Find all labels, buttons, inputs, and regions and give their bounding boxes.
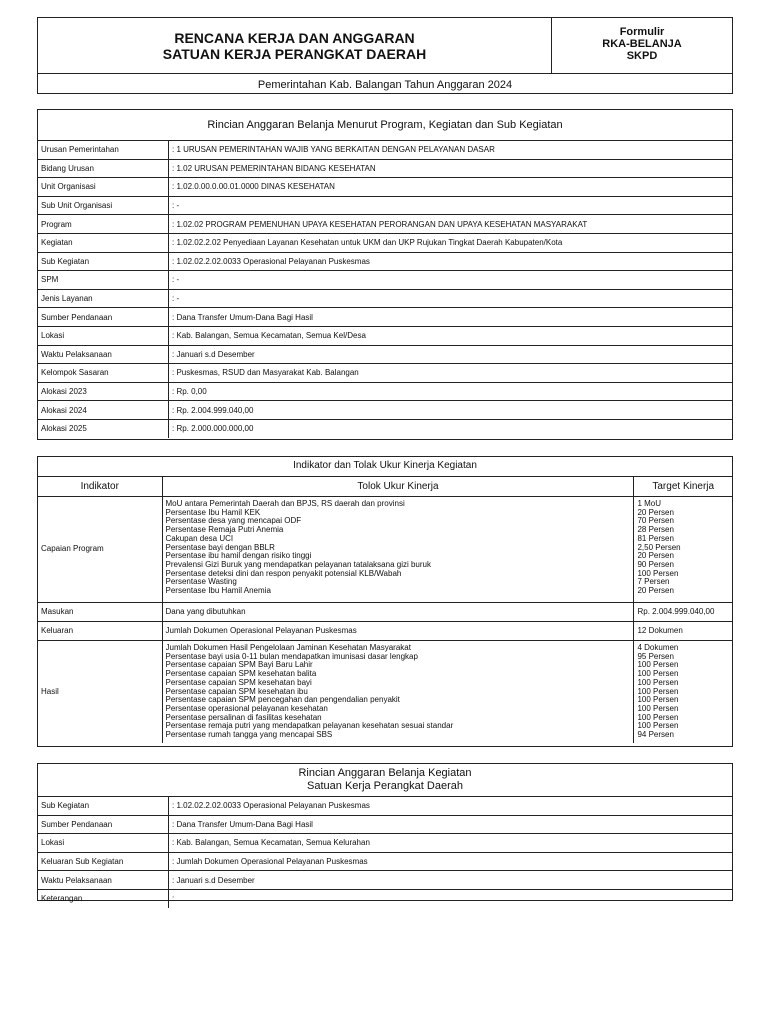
- form-code-line: RKA-BELANJA: [602, 38, 682, 50]
- indikator-section: [37, 456, 733, 747]
- document-header: [37, 17, 733, 94]
- form-code: [552, 18, 732, 73]
- row-label: Program: [38, 215, 169, 234]
- table-row: [38, 233, 732, 252]
- list-item: 100 Persen: [637, 678, 679, 687]
- list-item: 2,50 Persen: [637, 543, 681, 552]
- list-item: 20 Persen: [637, 587, 674, 596]
- section-title: Indikator dan Tolak Ukur Kinerja Kegiatan: [38, 457, 732, 477]
- table-row: [38, 382, 732, 401]
- list-item: Persentase capaian SPM pencegahan dan pengendalian penyakit: [165, 696, 400, 705]
- rincian-kegiatan-section: [37, 763, 733, 904]
- rincian-table: [38, 141, 732, 438]
- list-item: 28 Persen: [637, 526, 674, 535]
- list-item: Persentase desa yang mencapai ODF: [165, 517, 302, 526]
- column-header-target: Target Kinerja: [634, 477, 732, 497]
- table-row: [38, 141, 732, 159]
- list-item: MoU antara Pemerintah Daerah dan BPJS, RS daerah dan provinsi: [165, 500, 405, 508]
- table-row: [38, 215, 732, 234]
- tolok-ukur-list: [162, 641, 634, 743]
- row-value: : Rp. 2.004.999.040,00: [169, 401, 733, 420]
- section-title: Rincian Anggaran Belanja Menurut Program, Kegiatan dan Sub Kegiatan: [38, 110, 732, 141]
- row-value: : Jumlah Dokumen Operasional Pelayanan Puskesmas: [169, 852, 733, 871]
- rincian-kegiatan-table: [38, 797, 732, 908]
- row-label: Sumber Pendanaan: [38, 308, 169, 327]
- table-row: [38, 326, 732, 345]
- column-header-indikator: Indikator: [38, 477, 162, 497]
- row-value: : Kab. Balangan, Semua Kecamatan, Semua Kelurahan: [169, 834, 733, 853]
- row-label: Waktu Pelaksanaan: [38, 345, 169, 364]
- list-item: Persentase capaian SPM kesehatan balita: [165, 670, 317, 679]
- table-row: [38, 889, 732, 907]
- list-item: 20 Persen: [637, 508, 674, 517]
- target-value: Rp. 2.004.999.040,00: [634, 603, 732, 622]
- table-row: [38, 178, 732, 197]
- table-row: [38, 159, 732, 178]
- row-label: Sub Unit Organisasi: [38, 196, 169, 215]
- table-row: [38, 345, 732, 364]
- list-item: 100 Persen: [637, 696, 679, 705]
- row-label: Jenis Layanan: [38, 289, 169, 308]
- list-item: 95 Persen: [637, 652, 674, 661]
- row-label: Unit Organisasi: [38, 178, 169, 197]
- column-header-tolok-ukur: Tolok Ukur Kinerja: [162, 477, 634, 497]
- form-unit: SKPD: [626, 50, 658, 62]
- title-line-1: RENCANA KERJA DAN ANGGARAN: [174, 29, 415, 46]
- row-value: : 1.02.0.00.0.00.01.0000 DINAS KESEHATAN: [169, 178, 733, 197]
- tolok-ukur-value: Dana yang dibutuhkan: [162, 603, 634, 622]
- row-label: Alokasi 2024: [38, 401, 169, 420]
- section-title-line-1: Rincian Anggaran Belanja Kegiatan: [298, 767, 472, 779]
- table-row: [38, 641, 732, 743]
- row-label: Alokasi 2023: [38, 382, 169, 401]
- list-item: Persentase remaja putri yang mendapatkan pelayanan kesehatan sesuai standar: [165, 722, 454, 731]
- table-row: [38, 419, 732, 437]
- indikator-label: Keluaran: [38, 622, 162, 641]
- row-value: : 1.02.02 PROGRAM PEMENUHAN UPAYA KESEHATAN PERORANGAN DAN UPAYA KESEHATAN MASYARAKAT: [169, 215, 733, 234]
- list-item: 81 Persen: [637, 534, 674, 543]
- row-label: SPM: [38, 271, 169, 290]
- table-row: [38, 834, 732, 853]
- title-line-2: SATUAN KERJA PERANGKAT DAERAH: [162, 45, 427, 62]
- list-item: Persentase Remaja Putri Anemia: [165, 526, 284, 535]
- row-value: : Dana Transfer Umum-Dana Bagi Hasil: [169, 308, 733, 327]
- list-item: Persentase Ibu Hamil Anemia: [165, 587, 271, 596]
- document-subtitle: Pemerintahan Kab. Balangan Tahun Anggaran 2024: [257, 78, 513, 91]
- list-item: 7 Persen: [637, 578, 670, 587]
- table-row: [38, 852, 732, 871]
- row-value: : -: [169, 196, 733, 215]
- target-list: [634, 641, 732, 743]
- section-title-line-2: Satuan Kerja Perangkat Daerah: [307, 780, 463, 792]
- indikator-table: [38, 457, 732, 743]
- table-row: [38, 497, 732, 603]
- row-value: : -: [169, 289, 733, 308]
- indikator-label: Hasil: [38, 641, 162, 743]
- row-value: : Januari s.d Desember: [169, 871, 733, 890]
- list-item: 90 Persen: [637, 560, 674, 569]
- table-row: [38, 289, 732, 308]
- table-row: [38, 871, 732, 890]
- tolok-ukur-value: Jumlah Dokumen Operasional Pelayanan Puskesmas: [162, 622, 634, 641]
- list-item: 100 Persen: [637, 569, 679, 578]
- list-item: 100 Persen: [637, 661, 679, 670]
- row-value: : 1.02.02.2.02.0033 Operasional Pelayanan Puskesmas: [169, 252, 733, 271]
- table-row: [38, 308, 732, 327]
- target-list: [634, 497, 732, 603]
- list-item: 4 Dokumen: [637, 644, 679, 652]
- row-label: Keluaran Sub Kegiatan: [38, 852, 169, 871]
- list-item: Persentase capaian SPM kesehatan bayi: [165, 678, 312, 687]
- row-label: Waktu Pelaksanaan: [38, 871, 169, 890]
- row-label: Lokasi: [38, 834, 169, 853]
- table-row: [38, 815, 732, 834]
- list-item: Jumlah Dokumen Hasil Pengelolaan Jaminan Kesehatan Masyarakat: [165, 644, 411, 652]
- list-item: 100 Persen: [637, 687, 679, 696]
- indikator-label: Masukan: [38, 603, 162, 622]
- list-item: Persentase capaian SPM kesehatan ibu: [165, 687, 308, 696]
- section-title: [38, 764, 732, 797]
- row-value: : 1.02.02.2.02 Penyediaan Layanan Kesehatan untuk UKM dan UKP Rujukan Tingkat Daerah Kabupaten/Kota: [169, 233, 733, 252]
- row-label: Sumber Pendanaan: [38, 815, 169, 834]
- list-item: Persentase rumah tangga yang mencapai SBS: [165, 731, 333, 740]
- list-item: 100 Persen: [637, 722, 679, 731]
- indikator-label: Capaian Program: [38, 497, 162, 603]
- rincian-section: [37, 109, 733, 440]
- table-row: [38, 196, 732, 215]
- list-item: 100 Persen: [637, 704, 679, 713]
- row-value: :: [169, 889, 733, 907]
- list-item: Prevalensi Gizi Buruk yang mendapatkan pelayanan tatalaksana gizi buruk: [165, 560, 431, 569]
- table-row: [38, 271, 732, 290]
- list-item: 100 Persen: [637, 713, 679, 722]
- tolok-ukur-list: [162, 497, 634, 603]
- row-label: Sub Kegiatan: [38, 252, 169, 271]
- row-value: : Kab. Balangan, Semua Kecamatan, Semua Kel/Desa: [169, 326, 733, 345]
- row-value: : Puskesmas, RSUD dan Masyarakat Kab. Balangan: [169, 364, 733, 383]
- list-item: Persentase capaian SPM Bayi Baru Lahir: [165, 661, 313, 670]
- table-row: [38, 364, 732, 383]
- row-value: : Januari s.d Desember: [169, 345, 733, 364]
- list-item: 20 Persen: [637, 552, 674, 561]
- row-label: Kegiatan: [38, 233, 169, 252]
- row-value: : 1 URUSAN PEMERINTAHAN WAJIB YANG BERKAITAN DENGAN PELAYANAN DASAR: [169, 141, 733, 159]
- row-label: Alokasi 2025: [38, 419, 169, 437]
- form-label: Formulir: [619, 26, 665, 38]
- row-label: Keterangan: [38, 889, 169, 907]
- row-value: : Rp. 2.000.000.000,00: [169, 419, 733, 437]
- row-value: : 1.02 URUSAN PEMERINTAHAN BIDANG KESEHATAN: [169, 159, 733, 178]
- table-row: [38, 603, 732, 622]
- list-item: Cakupan desa UCI: [165, 534, 234, 543]
- list-item: Persentase Ibu Hamil KEK: [165, 508, 261, 517]
- list-item: Persentase bayi usia 0-11 bulan mendapatkan imunisasi dasar lengkap: [165, 652, 418, 661]
- target-value: 12 Dokumen: [634, 622, 732, 641]
- row-label: Kelompok Sasaran: [38, 364, 169, 383]
- list-item: 1 MoU: [637, 500, 662, 508]
- row-label: Lokasi: [38, 326, 169, 345]
- row-value: : Dana Transfer Umum-Dana Bagi Hasil: [169, 815, 733, 834]
- list-item: Persentase operasional pelayanan kesehatan: [165, 704, 328, 713]
- table-row: [38, 252, 732, 271]
- row-label: Sub Kegiatan: [38, 797, 169, 815]
- list-item: 100 Persen: [637, 670, 679, 679]
- list-item: Persentase Wasting: [165, 578, 237, 587]
- list-item: 70 Persen: [637, 517, 674, 526]
- document-title: [38, 18, 552, 73]
- list-item: 94 Persen: [637, 731, 674, 740]
- table-row: [38, 622, 732, 641]
- row-label: Urusan Pemerintahan: [38, 141, 169, 159]
- table-row: [38, 797, 732, 815]
- row-value: : -: [169, 271, 733, 290]
- list-item: Persentase bayi dengan BBLR: [165, 543, 275, 552]
- list-item: Persentase deteksi dini dan respon penyakit potensial KLB/Wabah: [165, 569, 402, 578]
- list-item: Persentase persalinan di fasilitas kesehatan: [165, 713, 322, 722]
- row-label: Bidang Urusan: [38, 159, 169, 178]
- row-value: : Rp. 0,00: [169, 382, 733, 401]
- table-row: [38, 401, 732, 420]
- list-item: Persentase ibu hamil dengan risiko tinggi: [165, 552, 312, 561]
- row-value: : 1.02.02.2.02.0033 Operasional Pelayanan Puskesmas: [169, 797, 733, 815]
